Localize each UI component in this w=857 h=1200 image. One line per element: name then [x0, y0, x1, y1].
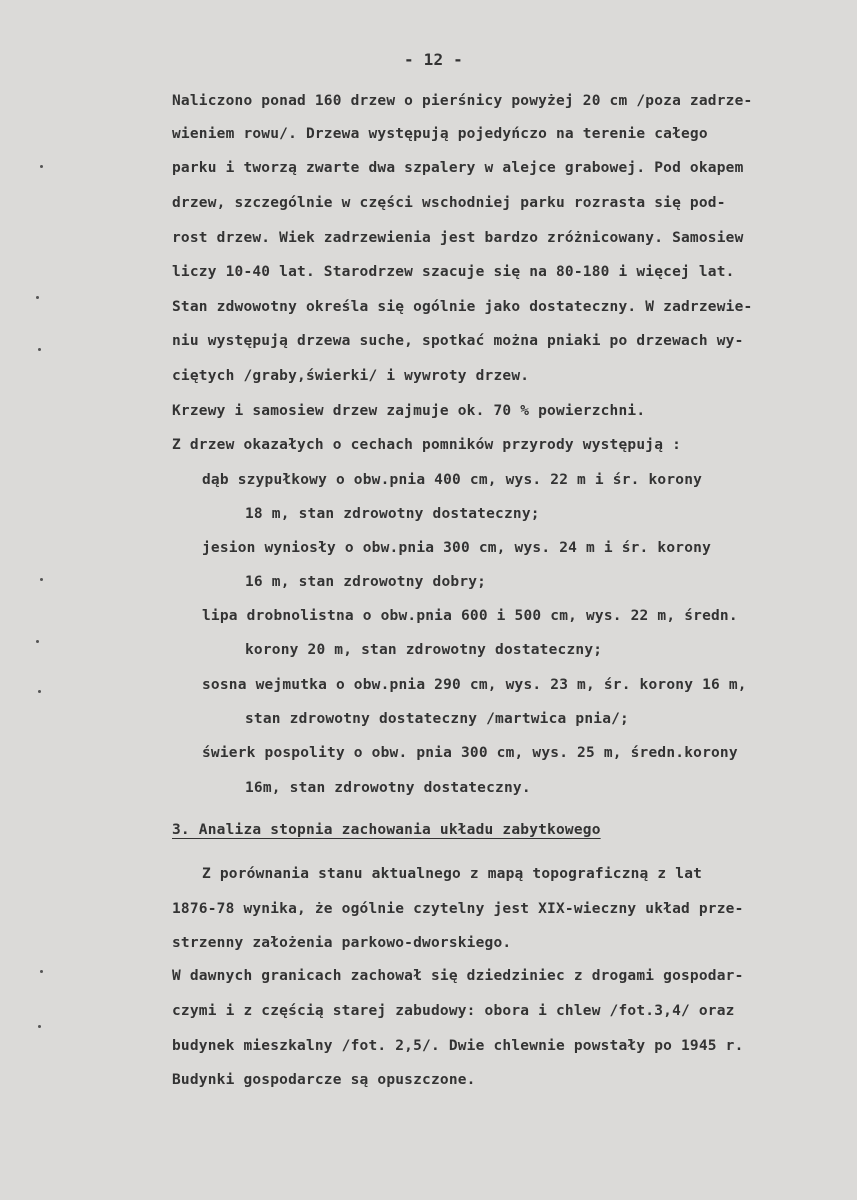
section-heading: 3. Analiza stopnia zachowania układu zabytkowego	[172, 822, 601, 838]
margin-dot	[40, 578, 43, 581]
shrubs-line: Krzewy i samosiew drzew zajmuje ok. 70 % powierzchni.	[172, 403, 646, 419]
margin-dot	[40, 165, 43, 168]
margin-dot	[36, 640, 39, 643]
margin-dot	[36, 296, 39, 299]
text-line: drzew, szczególnie w części wschodniej parku rozrasta się pod-	[172, 195, 726, 211]
tree-item-line: 16m, stan zdrowotny dostateczny.	[245, 780, 531, 796]
text-line: rost drzew. Wiek zadrzewienia jest bardzo zróżnicowany. Samosiew	[172, 230, 744, 246]
tree-item-line: jesion wyniosły o obw.pnia 300 cm, wys. 24 m i śr. korony	[202, 540, 711, 556]
text-line: czymi i z częścią starej zabudowy: obora i chlew /fot.3,4/ oraz	[172, 1003, 735, 1019]
tree-item-line: 18 m, stan zdrowotny dostateczny;	[245, 506, 540, 522]
text-line: budynek mieszkalny /fot. 2,5/. Dwie chlewnie powstały po 1945 r.	[172, 1038, 744, 1054]
monuments-intro: Z drzew okazałych o cechach pomników przyrody występują :	[172, 437, 681, 453]
text-line: Z porównania stanu aktualnego z mapą topograficzną z lat	[202, 866, 703, 882]
margin-dot	[38, 348, 41, 351]
text-line: liczy 10-40 lat. Starodrzew szacuje się na 80-180 i więcej lat.	[172, 264, 735, 280]
tree-item-line: sosna wejmutka o obw.pnia 290 cm, wys. 23 m, śr. korony 16 m,	[202, 677, 747, 693]
text-line: 1876-78 wynika, że ogólnie czytelny jest XIX-wieczny układ prze-	[172, 901, 744, 917]
margin-dot	[38, 690, 41, 693]
text-line: niu występują drzewa suche, spotkać można pniaki po drzewach wy-	[172, 333, 744, 349]
text-line: ciętych /graby,świerki/ i wywroty drzew.	[172, 368, 530, 384]
text-line: Naliczono ponad 160 drzew o pierśnicy powyżej 20 cm /poza zadrze-	[172, 93, 753, 109]
margin-dot	[38, 1025, 41, 1028]
margin-dot	[40, 970, 43, 973]
text-line: W dawnych granicach zachował się dziedziniec z drogami gospodar-	[172, 968, 744, 984]
text-line: Budynki gospodarcze są opuszczone.	[172, 1072, 476, 1088]
tree-item-line: świerk pospolity o obw. pnia 300 cm, wys. 25 m, średn.korony	[202, 745, 738, 761]
text-line: wieniem rowu/. Drzewa występują pojedyńczo na terenie całego	[172, 126, 708, 142]
text-line: parku i tworzą zwarte dwa szpalery w alejce grabowej. Pod okapem	[172, 160, 744, 176]
text-line: strzenny założenia parkowo-dworskiego.	[172, 935, 512, 951]
tree-item-line: korony 20 m, stan zdrowotny dostateczny;	[245, 642, 603, 658]
page-number: - 12 -	[404, 50, 463, 69]
text-line: Stan zdwowotny określa się ogólnie jako dostateczny. W zadrzewie-	[172, 299, 753, 315]
tree-item-line: dąb szypułkowy o obw.pnia 400 cm, wys. 22 m i śr. korony	[202, 472, 703, 488]
tree-item-line: stan zdrowotny dostateczny /martwica pnia/;	[245, 711, 629, 727]
tree-item-line: 16 m, stan zdrowotny dobry;	[245, 574, 487, 590]
tree-item-line: lipa drobnolistna o obw.pnia 600 i 500 cm, wys. 22 m, średn.	[202, 608, 738, 624]
